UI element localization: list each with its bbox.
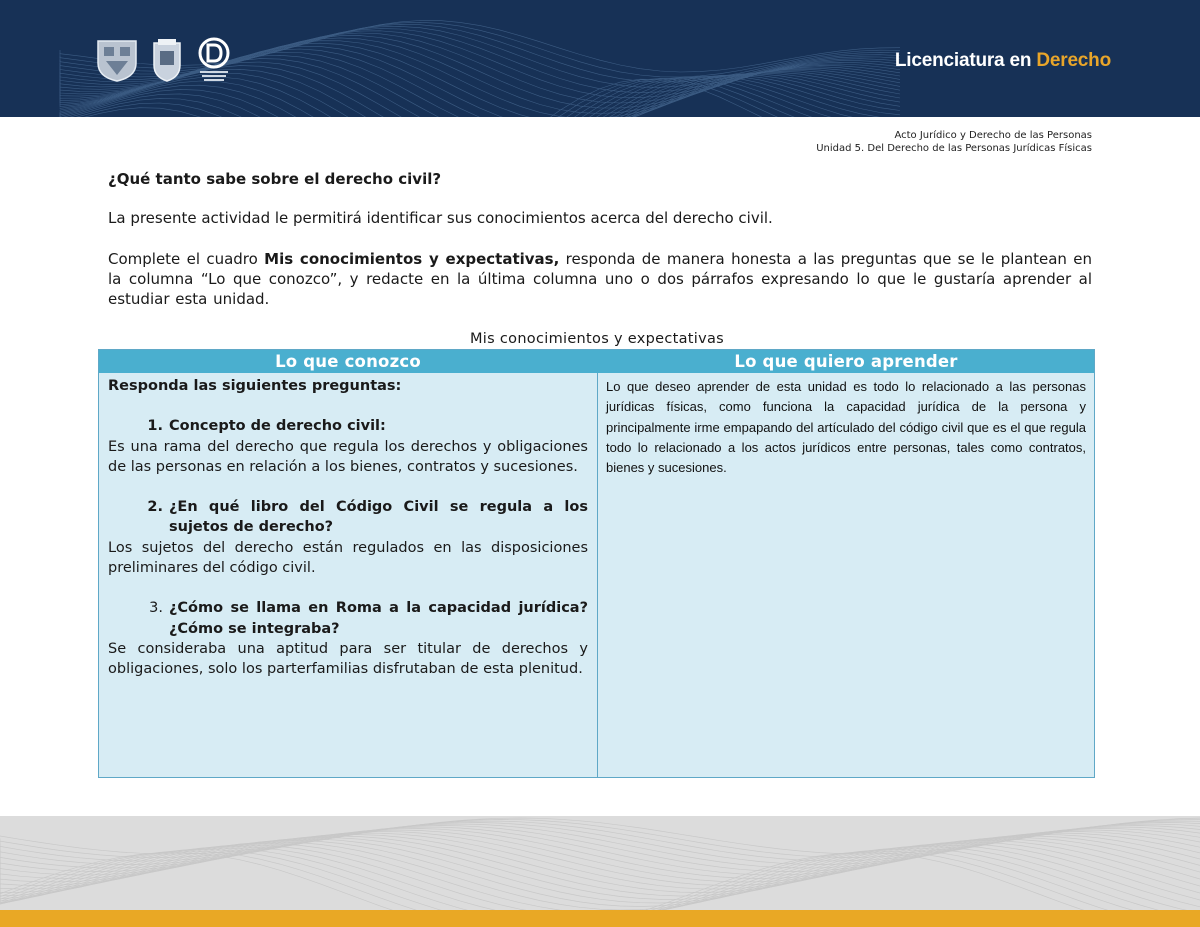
fes-shield-icon: [150, 37, 184, 83]
table-caption: Mis conocimientos y expectativas: [469, 331, 725, 347]
questions-lead: Responda las siguientes preguntas:: [108, 378, 402, 394]
footer-stripe: [0, 910, 1200, 927]
footer-wave-decoration: [0, 816, 1200, 911]
question-1: 1. Concepto de derecho civil:: [147, 418, 386, 435]
knowledge-table: [98, 349, 1095, 778]
answer-1: Es una rama del derecho que regula los derechos y obligaciones de las personas en relación a los bienes, contratos y sucesiones.: [108, 438, 588, 475]
answer-2: Los sujetos del derecho están regulados en las disposiciones preliminares del código civil.: [108, 539, 588, 577]
question-2: 2. ¿En qué libro del Código Civil se regula a los sujetos de derecho?: [147, 499, 588, 536]
table-name-reference: Mis conocimientos y expectativas,: [264, 250, 560, 268]
activity-title: ¿Qué tanto sabe sobre el derecho civil?: [108, 170, 442, 188]
question-3: 3. ¿Cómo se llama en Roma a la capacidad jurídica? ¿Cómo se integraba?: [149, 600, 588, 637]
header-lo-que-quiero-aprender: Lo que quiero aprender: [734, 352, 958, 371]
table-header-row: [99, 350, 1094, 373]
program-title: Licenciatura en Derecho: [894, 50, 1111, 71]
learn-column-text: Lo que deseo aprender de esta unidad es todo lo relacionado a las personas jurídicas físicas, como funciona la capacidad jurídica de la persona y principalmente irme empapando del artículado del código civil que es el que regula todo lo relacionado a los actos jurídicos entre personas, tales como contratos, bienes y sucesiones.: [606, 379, 1086, 476]
unam-shield-icon: [94, 37, 140, 83]
course-info: [816, 129, 1092, 155]
header-banner: [0, 0, 1200, 117]
column-divider: [597, 373, 598, 778]
answer-3: Se consideraba una aptitud para ser titular de derechos y obligaciones, solo los parterfamilias disfrutaban de esta plenitud.: [108, 640, 588, 678]
activity-instructions: Complete el cuadro Mis conocimientos y expectativas, responda de manera honesta a las preguntas que se le plantean en la columna “Lo que conozco”, y redacte en la última columna uno o dos párrafos expresando lo que le gustaría aprender al estudiar esta unidad.: [108, 250, 1092, 308]
known-column: [108, 376, 588, 680]
activity-intro: La presente actividad le permitirá identificar sus conocimientos acerca del derecho civil.: [108, 209, 773, 227]
course-unit: Unidad 5. Del Derecho de las Personas Jurídicas Físicas: [816, 143, 1092, 154]
footer-band: [0, 816, 1200, 911]
header-lo-que-conozco: Lo que conozco: [275, 352, 421, 371]
cuaed-logo-icon: [194, 35, 234, 85]
institution-logos: [94, 35, 234, 85]
course-subject: Acto Jurídico y Derecho de las Personas: [894, 130, 1092, 141]
